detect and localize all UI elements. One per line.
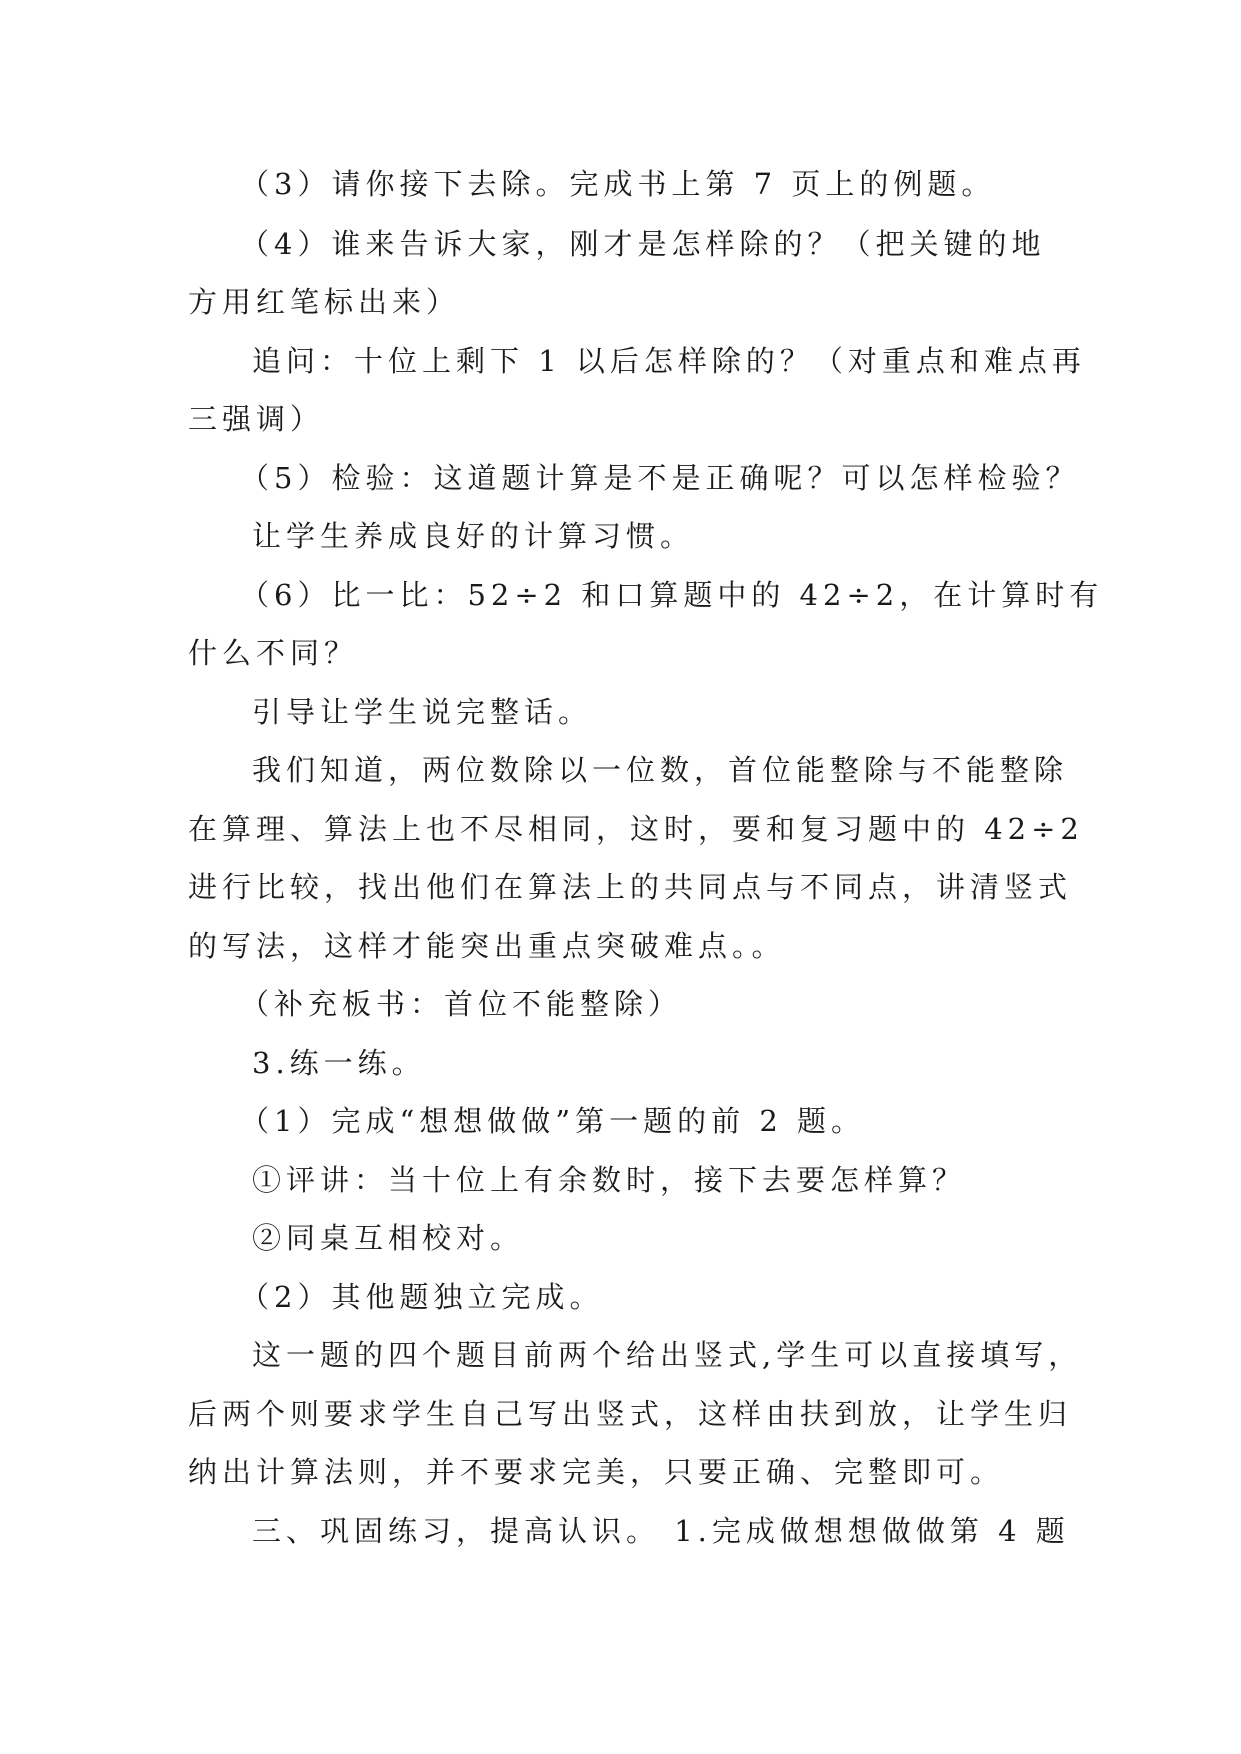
paragraph-line: ②同桌互相校对。: [252, 1221, 525, 1255]
paragraph-line: （2）其他题独立完成。: [240, 1280, 604, 1314]
paragraph-line: 进行比较，找出他们在算法上的共同点与不同点，讲清竖式: [188, 870, 1073, 904]
paragraph-line: 三、巩固练习，提高认识。 1.完成做想想做做第 4 题: [252, 1514, 1070, 1548]
paragraph-line: 什么不同？: [188, 636, 359, 670]
paragraph-line: （5）检验：这道题计算是不是正确呢？可以怎样检验？: [240, 461, 1080, 495]
paragraph-line: （6）比一比：52÷2 和口算题中的 42÷2，在计算时有: [240, 578, 1104, 612]
paragraph-line: 这一题的四个题目前两个给出竖式,学生可以直接填写，: [252, 1338, 1083, 1372]
paragraph-line: 让学生养成良好的计算习惯。: [252, 519, 695, 553]
paragraph-line: （1）完成“想想做做”第一题的前 2 题。: [240, 1104, 865, 1138]
paragraph-line: 我们知道，两位数除以一位数，首位能整除与不能整除: [252, 753, 1069, 787]
paragraph-line: 纳出计算法则，并不要求完美，只要正确、完整即可。: [188, 1455, 1005, 1489]
paragraph-line: 后两个则要求学生自己写出竖式，这样由扶到放，让学生归: [188, 1397, 1073, 1431]
paragraph-line: 3.练一练。: [252, 1046, 426, 1080]
paragraph-line: ①评讲：当十位上有余数时，接下去要怎样算？: [252, 1163, 967, 1197]
paragraph-line: 的写法，这样才能突出重点突破难点。。: [188, 929, 786, 963]
paragraph-line: 引导让学生说完整话。: [252, 695, 593, 729]
paragraph-line: （补充板书：首位不能整除）: [240, 987, 683, 1021]
paragraph-line: 方用红笔标出来）: [188, 285, 461, 319]
paragraph-line: （3）请你接下去除。完成书上第 7 页上的例题。: [240, 167, 996, 201]
paragraph-line: 追问：十位上剩下 1 以后怎样除的？（对重点和难点再: [252, 344, 1086, 378]
paragraph-line: 在算理、算法上也不尽相同，这时，要和复习题中的 42÷2: [188, 812, 1084, 846]
paragraph-line: （4）谁来告诉大家，刚才是怎样除的？（把关键的地: [240, 227, 1046, 261]
paragraph-line: 三强调）: [188, 402, 325, 436]
